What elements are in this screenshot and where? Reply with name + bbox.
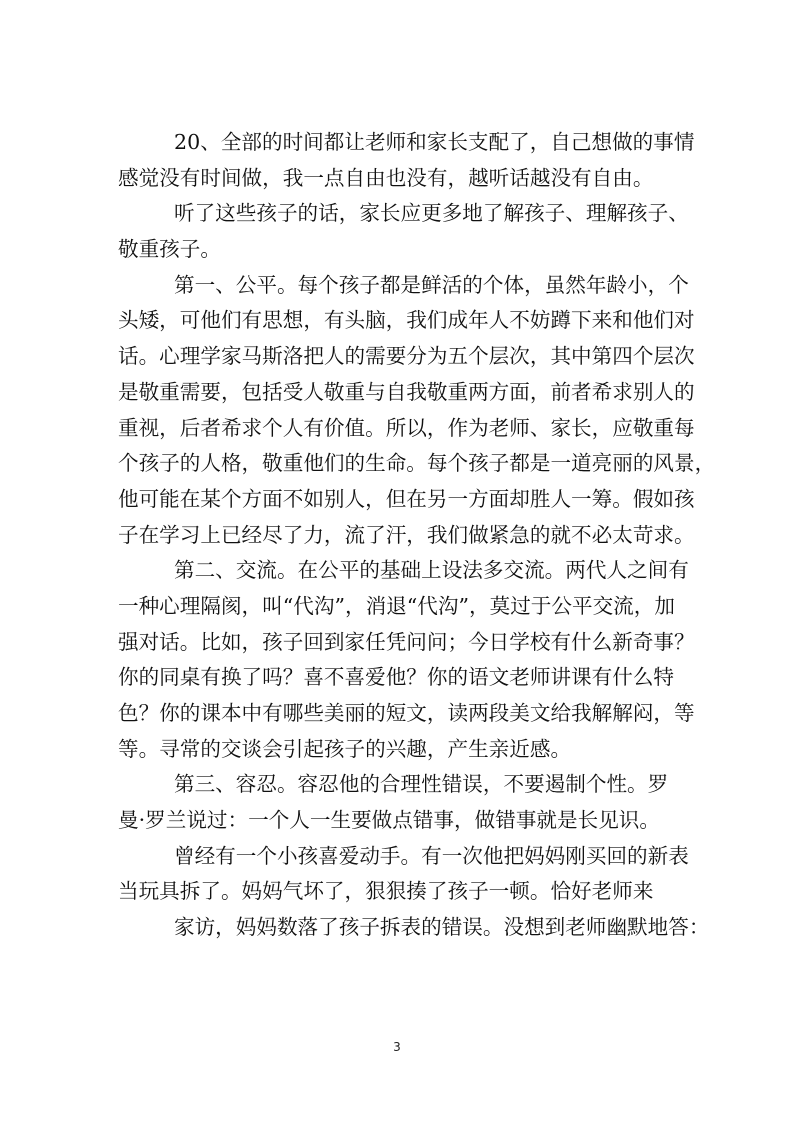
text-line: 个孩子的人格，敬重他们的生命。每个孩子都是一道亮丽的风景， bbox=[118, 451, 716, 476]
text-line: 是敬重需要，包括受人敬重与自我敬重两方面，前者希求别人的 bbox=[118, 379, 695, 404]
text-line: 子在学习上已经尽了力，流了汗，我们做紧急的就不必太苛求。 bbox=[118, 522, 695, 547]
text-line: 重视，后者希求个人有价值。所以，作为老师、家长，应敬重每 bbox=[118, 415, 695, 440]
text-line: 感觉没有时间做，我一点自由也没有，越听话越没有自由。 bbox=[118, 165, 654, 190]
text-line: 等。寻常的交谈会引起孩子的兴趣，产生亲近感。 bbox=[118, 736, 572, 761]
text-line: 第一、公平。每个孩子都是鲜活的个体，虽然年龄小，个 bbox=[174, 272, 689, 297]
text-line: 当玩具拆了。妈妈气坏了，狠狠揍了孩子一顿。恰好老师来 bbox=[118, 879, 654, 904]
text-line: 强对话。比如，孩子回到家任凭问问；今日学校有什么新奇事？ bbox=[118, 629, 695, 654]
text-line: 20、全部的时间都让老师和家长支配了，自己想做的事情 bbox=[174, 130, 695, 154]
text-line: 话。心理学家马斯洛把人的需要分为五个层次，其中第四个层次 bbox=[118, 344, 695, 369]
text-line: 色？你的课本中有哪些美丽的短文，读两段美文给我解解闷，等 bbox=[118, 701, 695, 725]
text-line: 头矮，可他们有思想，有头脑，我们成年人不妨蹲下来和他们对 bbox=[118, 308, 695, 333]
body-text bbox=[118, 125, 718, 946]
text-line: 曾经有一个小孩喜爱动手。有一次他把妈妈刚买回的新表 bbox=[174, 843, 689, 868]
text-line: 家访，妈妈数落了孩子拆表的错误。没想到老师幽默地答： bbox=[174, 915, 710, 940]
text-line: 他可能在某个方面不如别人，但在另一方面却胜人一筹。假如孩 bbox=[118, 486, 695, 511]
text-line: 曼·罗兰说过：一个人一生要做点错事，做错事就是长见识。 bbox=[118, 808, 660, 833]
text-line: 第三、容忍。容忍他的合理性错误，不要遏制个性。罗 bbox=[174, 772, 669, 797]
text-line: 一种心理隔阂，叫“代沟”，消退“代沟”，莫过于公平交流，加 bbox=[118, 593, 675, 618]
page-number: 3 bbox=[393, 1040, 401, 1054]
text-line: 敬重孩子。 bbox=[118, 237, 221, 262]
text-line: 第二、交流。在公平的基础上设法多交流。两代人之间有 bbox=[174, 558, 689, 583]
text-line: 听了这些孩子的话，家长应更多地了解孩子、理解孩子、 bbox=[174, 201, 689, 226]
text-line: 你的同桌有换了吗？喜不喜爱他？你的语文老师讲课有什么特 bbox=[118, 665, 675, 690]
